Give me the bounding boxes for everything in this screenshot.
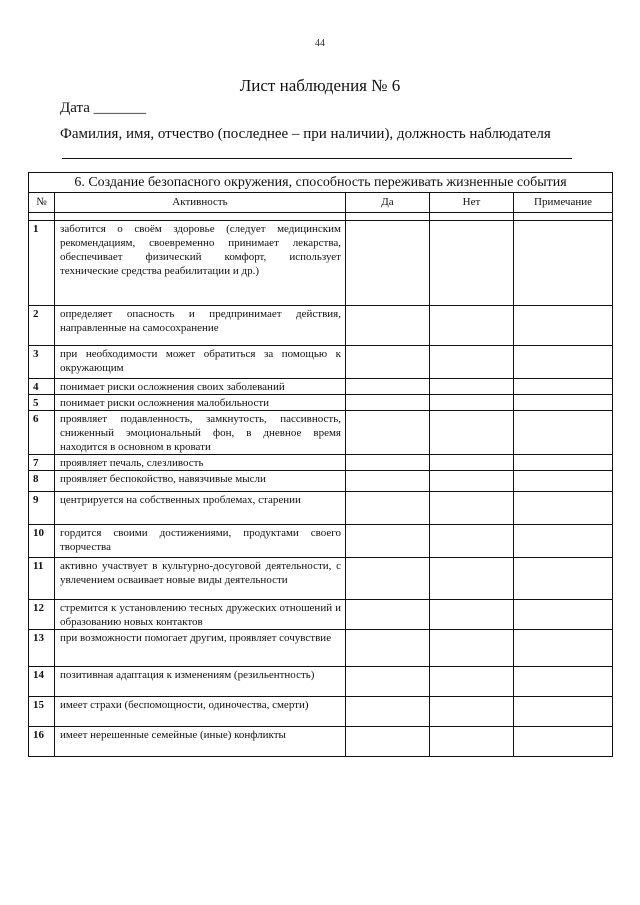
note-cell[interactable] <box>514 346 613 379</box>
no-cell[interactable] <box>430 525 514 558</box>
no-cell[interactable] <box>430 558 514 600</box>
row-number: 8 <box>29 471 55 492</box>
yes-cell[interactable] <box>346 346 430 379</box>
row-activity: гордится своими достижениями, продуктами своего творчества <box>55 525 346 558</box>
table-row <box>29 455 613 471</box>
no-cell[interactable] <box>430 667 514 697</box>
yes-cell[interactable] <box>346 221 430 306</box>
no-cell[interactable] <box>430 221 514 306</box>
row-activity: имеет страхи (беспомощности, одиночества, смерти) <box>55 697 346 727</box>
row-activity: при возможности помогает другим, проявляет сочувствие <box>55 630 346 667</box>
section-title-row <box>29 173 613 193</box>
table-row <box>29 525 613 558</box>
section-title: 6. Создание безопасного окружения, способность переживать жизненные события <box>29 173 613 193</box>
yes-cell[interactable] <box>346 395 430 411</box>
row-number: 13 <box>29 630 55 667</box>
note-cell[interactable] <box>514 221 613 306</box>
no-cell[interactable] <box>430 492 514 525</box>
observer-field-label: Фамилия, имя, отчество (последнее – при наличии), должность наблюдателя <box>60 126 551 142</box>
row-activity: понимает риски осложнения малобильности <box>55 395 346 411</box>
table-row <box>29 221 613 306</box>
table-row <box>29 395 613 411</box>
yes-cell[interactable] <box>346 600 430 630</box>
note-cell[interactable] <box>514 492 613 525</box>
yes-cell[interactable] <box>346 630 430 667</box>
yes-cell[interactable] <box>346 471 430 492</box>
row-activity: позитивная адаптация к изменениям (резильентность) <box>55 667 346 697</box>
no-cell[interactable] <box>430 600 514 630</box>
header-num: № <box>29 193 55 213</box>
yes-cell[interactable] <box>346 306 430 346</box>
yes-cell[interactable] <box>346 558 430 600</box>
observer-signature-line <box>62 158 572 159</box>
row-number: 15 <box>29 697 55 727</box>
row-number: 12 <box>29 600 55 630</box>
yes-cell[interactable] <box>346 455 430 471</box>
yes-cell[interactable] <box>346 379 430 395</box>
no-cell[interactable] <box>430 411 514 455</box>
page-number: 44 <box>315 38 325 49</box>
note-cell[interactable] <box>514 558 613 600</box>
table-row <box>29 306 613 346</box>
no-cell[interactable] <box>430 395 514 411</box>
table-row <box>29 667 613 697</box>
row-activity: проявляет подавленность, замкнутость, пассивность, сниженный эмоциональный фон, в дневное время находится в основном в кровати <box>55 411 346 455</box>
row-number: 3 <box>29 346 55 379</box>
note-cell[interactable] <box>514 600 613 630</box>
header-no: Нет <box>430 193 514 213</box>
date-field-label: Дата _______ <box>60 100 147 116</box>
note-cell[interactable] <box>514 525 613 558</box>
row-number: 7 <box>29 455 55 471</box>
note-cell[interactable] <box>514 727 613 757</box>
row-number: 6 <box>29 411 55 455</box>
row-activity: понимает риски осложнения своих заболеваний <box>55 379 346 395</box>
yes-cell[interactable] <box>346 697 430 727</box>
table-row <box>29 727 613 757</box>
no-cell[interactable] <box>430 727 514 757</box>
row-number: 16 <box>29 727 55 757</box>
row-number: 9 <box>29 492 55 525</box>
table-row <box>29 411 613 455</box>
row-activity: активно участвует в культурно-досуговой деятельности, с увлечением осваивает новые виды деятельности <box>55 558 346 600</box>
table-row <box>29 379 613 395</box>
table-row <box>29 471 613 492</box>
no-cell[interactable] <box>430 306 514 346</box>
row-activity: проявляет беспокойство, навязчивые мысли <box>55 471 346 492</box>
row-activity: при необходимости может обратиться за помощью к окружающим <box>55 346 346 379</box>
note-cell[interactable] <box>514 455 613 471</box>
table-row <box>29 558 613 600</box>
row-number: 1 <box>29 221 55 306</box>
row-number: 2 <box>29 306 55 346</box>
row-activity: заботится о своём здоровье (следует медицинским рекомендациям, своевременно принимает лекарства, обеспечивает физический комфорт, использует технические средства реабилитации и др.) <box>55 221 346 306</box>
table-row <box>29 697 613 727</box>
note-cell[interactable] <box>514 306 613 346</box>
row-activity: центрируется на собственных проблемах, старении <box>55 492 346 525</box>
row-activity: определяет опасность и предпринимает действия, направленные на самосохранение <box>55 306 346 346</box>
spacer-row <box>29 213 613 221</box>
note-cell[interactable] <box>514 411 613 455</box>
yes-cell[interactable] <box>346 667 430 697</box>
row-number: 14 <box>29 667 55 697</box>
note-cell[interactable] <box>514 379 613 395</box>
note-cell[interactable] <box>514 630 613 667</box>
yes-cell[interactable] <box>346 492 430 525</box>
table-row <box>29 492 613 525</box>
row-number: 4 <box>29 379 55 395</box>
no-cell[interactable] <box>430 630 514 667</box>
table-row <box>29 600 613 630</box>
yes-cell[interactable] <box>346 411 430 455</box>
yes-cell[interactable] <box>346 727 430 757</box>
table-row <box>29 346 613 379</box>
header-activity: Активность <box>55 193 346 213</box>
no-cell[interactable] <box>430 346 514 379</box>
header-note: Примечание <box>514 193 613 213</box>
row-activity: стремится к установлению тесных дружеских отношений и образованию новых контактов <box>55 600 346 630</box>
row-number: 5 <box>29 395 55 411</box>
table-header-row <box>29 193 613 213</box>
table-row <box>29 630 613 667</box>
observation-table <box>28 172 613 757</box>
no-cell[interactable] <box>430 455 514 471</box>
row-number: 10 <box>29 525 55 558</box>
no-cell[interactable] <box>430 471 514 492</box>
row-activity: проявляет печаль, слезливость <box>55 455 346 471</box>
row-number: 11 <box>29 558 55 600</box>
header-yes: Да <box>346 193 430 213</box>
page-title: Лист наблюдения № 6 <box>239 76 401 95</box>
note-cell[interactable] <box>514 395 613 411</box>
no-cell[interactable] <box>430 379 514 395</box>
no-cell[interactable] <box>430 697 514 727</box>
note-cell[interactable] <box>514 471 613 492</box>
yes-cell[interactable] <box>346 525 430 558</box>
note-cell[interactable] <box>514 667 613 697</box>
note-cell[interactable] <box>514 697 613 727</box>
row-activity: имеет нерешенные семейные (иные) конфликты <box>55 727 346 757</box>
